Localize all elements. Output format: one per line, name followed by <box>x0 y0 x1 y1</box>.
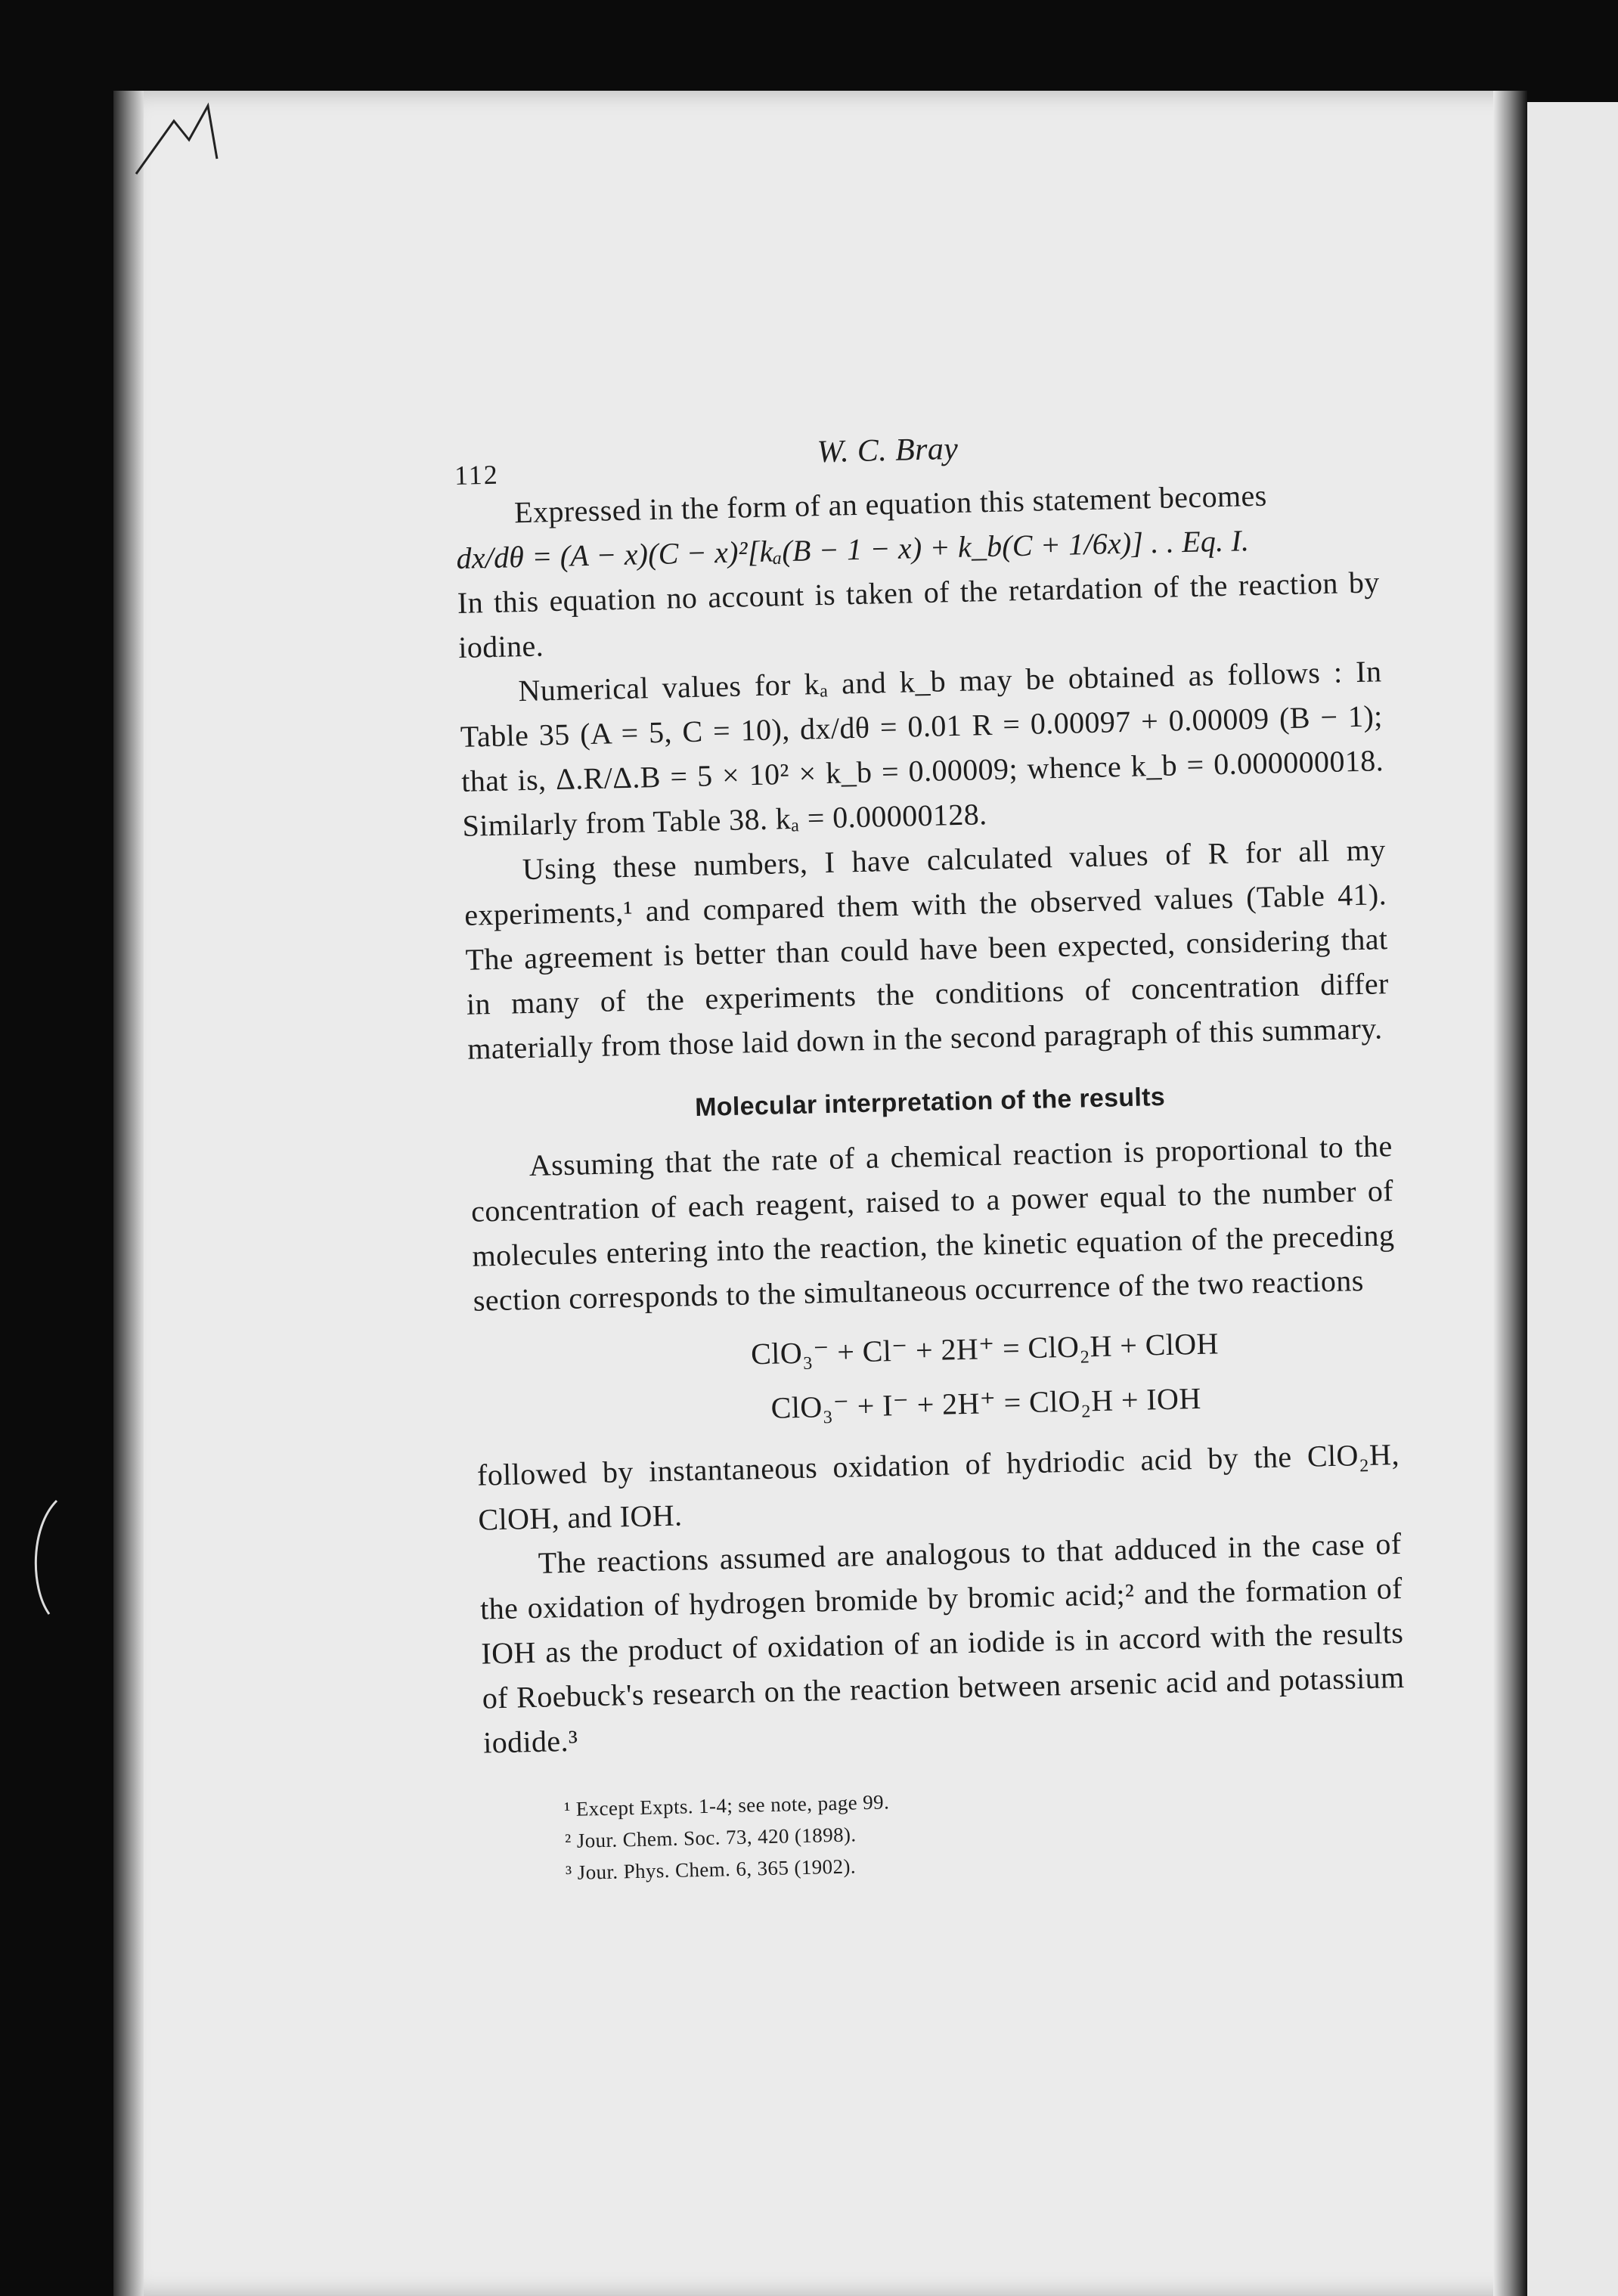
section-heading: Molecular interpretation of the results <box>694 1082 1166 1122</box>
paragraph-2: In this equation no account is taken of the retardation of the reaction by iodine. <box>457 565 1381 665</box>
margin-curve-mark <box>30 1497 60 1618</box>
running-head: W. C. Bray <box>817 431 959 470</box>
page-edge-shadow <box>1493 91 1527 2296</box>
paragraph-7: The reactions assumed are analogous to that adduced in the case of the oxidation of hydrogen bromide by bromic acid;² and the formation of IOH as the product of oxidation of an iodide is in accord with the results of Roebuck's research on the reaction between arsenic acid and potassium iodide.³ <box>479 1526 1406 1760</box>
reaction-equation-2: ClO₃⁻ + I⁻ + 2H⁺ = ClO₂H + IOH <box>770 1380 1202 1425</box>
paragraph-4: Using these numbers, I have calculated values of R for all my experiments,¹ and compared them with the observed values (Table 41). The agreement is better than could have been expected, considering that in many of the experiments the conditions of concentration differ materially from those laid down in the second paragraph of this summary. <box>463 832 1390 1066</box>
footnote-3: ³ Jour. Phys. Chem. 6, 365 (1902). <box>565 1854 857 1885</box>
page-number: 112 <box>454 459 500 491</box>
paragraph-5: Assuming that the rate of a chemical reaction is proportional to the concentration of each reagent, raised to a power equal to the number of molecules entering into the reaction, the kinetic equation of the preceding section corresponds to the simultaneous occurrence of the two reactions <box>470 1129 1395 1318</box>
paragraph-6: followed by instantaneous oxidation of hydriodic acid by the ClO₂H, ClOH, and IOH. <box>476 1436 1400 1537</box>
corner-crease-mark <box>132 98 223 181</box>
reaction-equation-1: ClO₃⁻ + Cl⁻ + 2H⁺ = ClO₂H + ClOH <box>750 1326 1220 1371</box>
paragraph-1: Expressed in the form of an equation this statement becomes <box>513 478 1268 530</box>
adjacent-page <box>1527 102 1618 2296</box>
equation-1: dx/dθ = (A − x)(C − x)²[kₐ(B − 1 − x) + k_b(C + 1/6x)] . . Eq. I. <box>456 523 1250 575</box>
footnote-2: ² Jour. Chem. Soc. 73, 420 (1898). <box>564 1823 857 1853</box>
paragraph-3: Numerical values for kₐ and k_b may be obtained as follows : In Table 35 (A = 5, C = 10), dx/dθ = 0.01 R = 0.00097 + 0.00009 (B − 1); that is, Δ.R/Δ.B = 5 × 10² × k_b = 0.00009; whence k_b = 0.000000018. Similarly from Table 38. kₐ = 0.00000128. <box>460 654 1384 843</box>
book-spine-shadow <box>113 91 144 2296</box>
page-content <box>454 417 1409 1890</box>
reaction-block <box>474 1312 1399 1442</box>
footnote-1: ¹ Except Expts. 1-4; see note, page 99. <box>563 1790 890 1821</box>
